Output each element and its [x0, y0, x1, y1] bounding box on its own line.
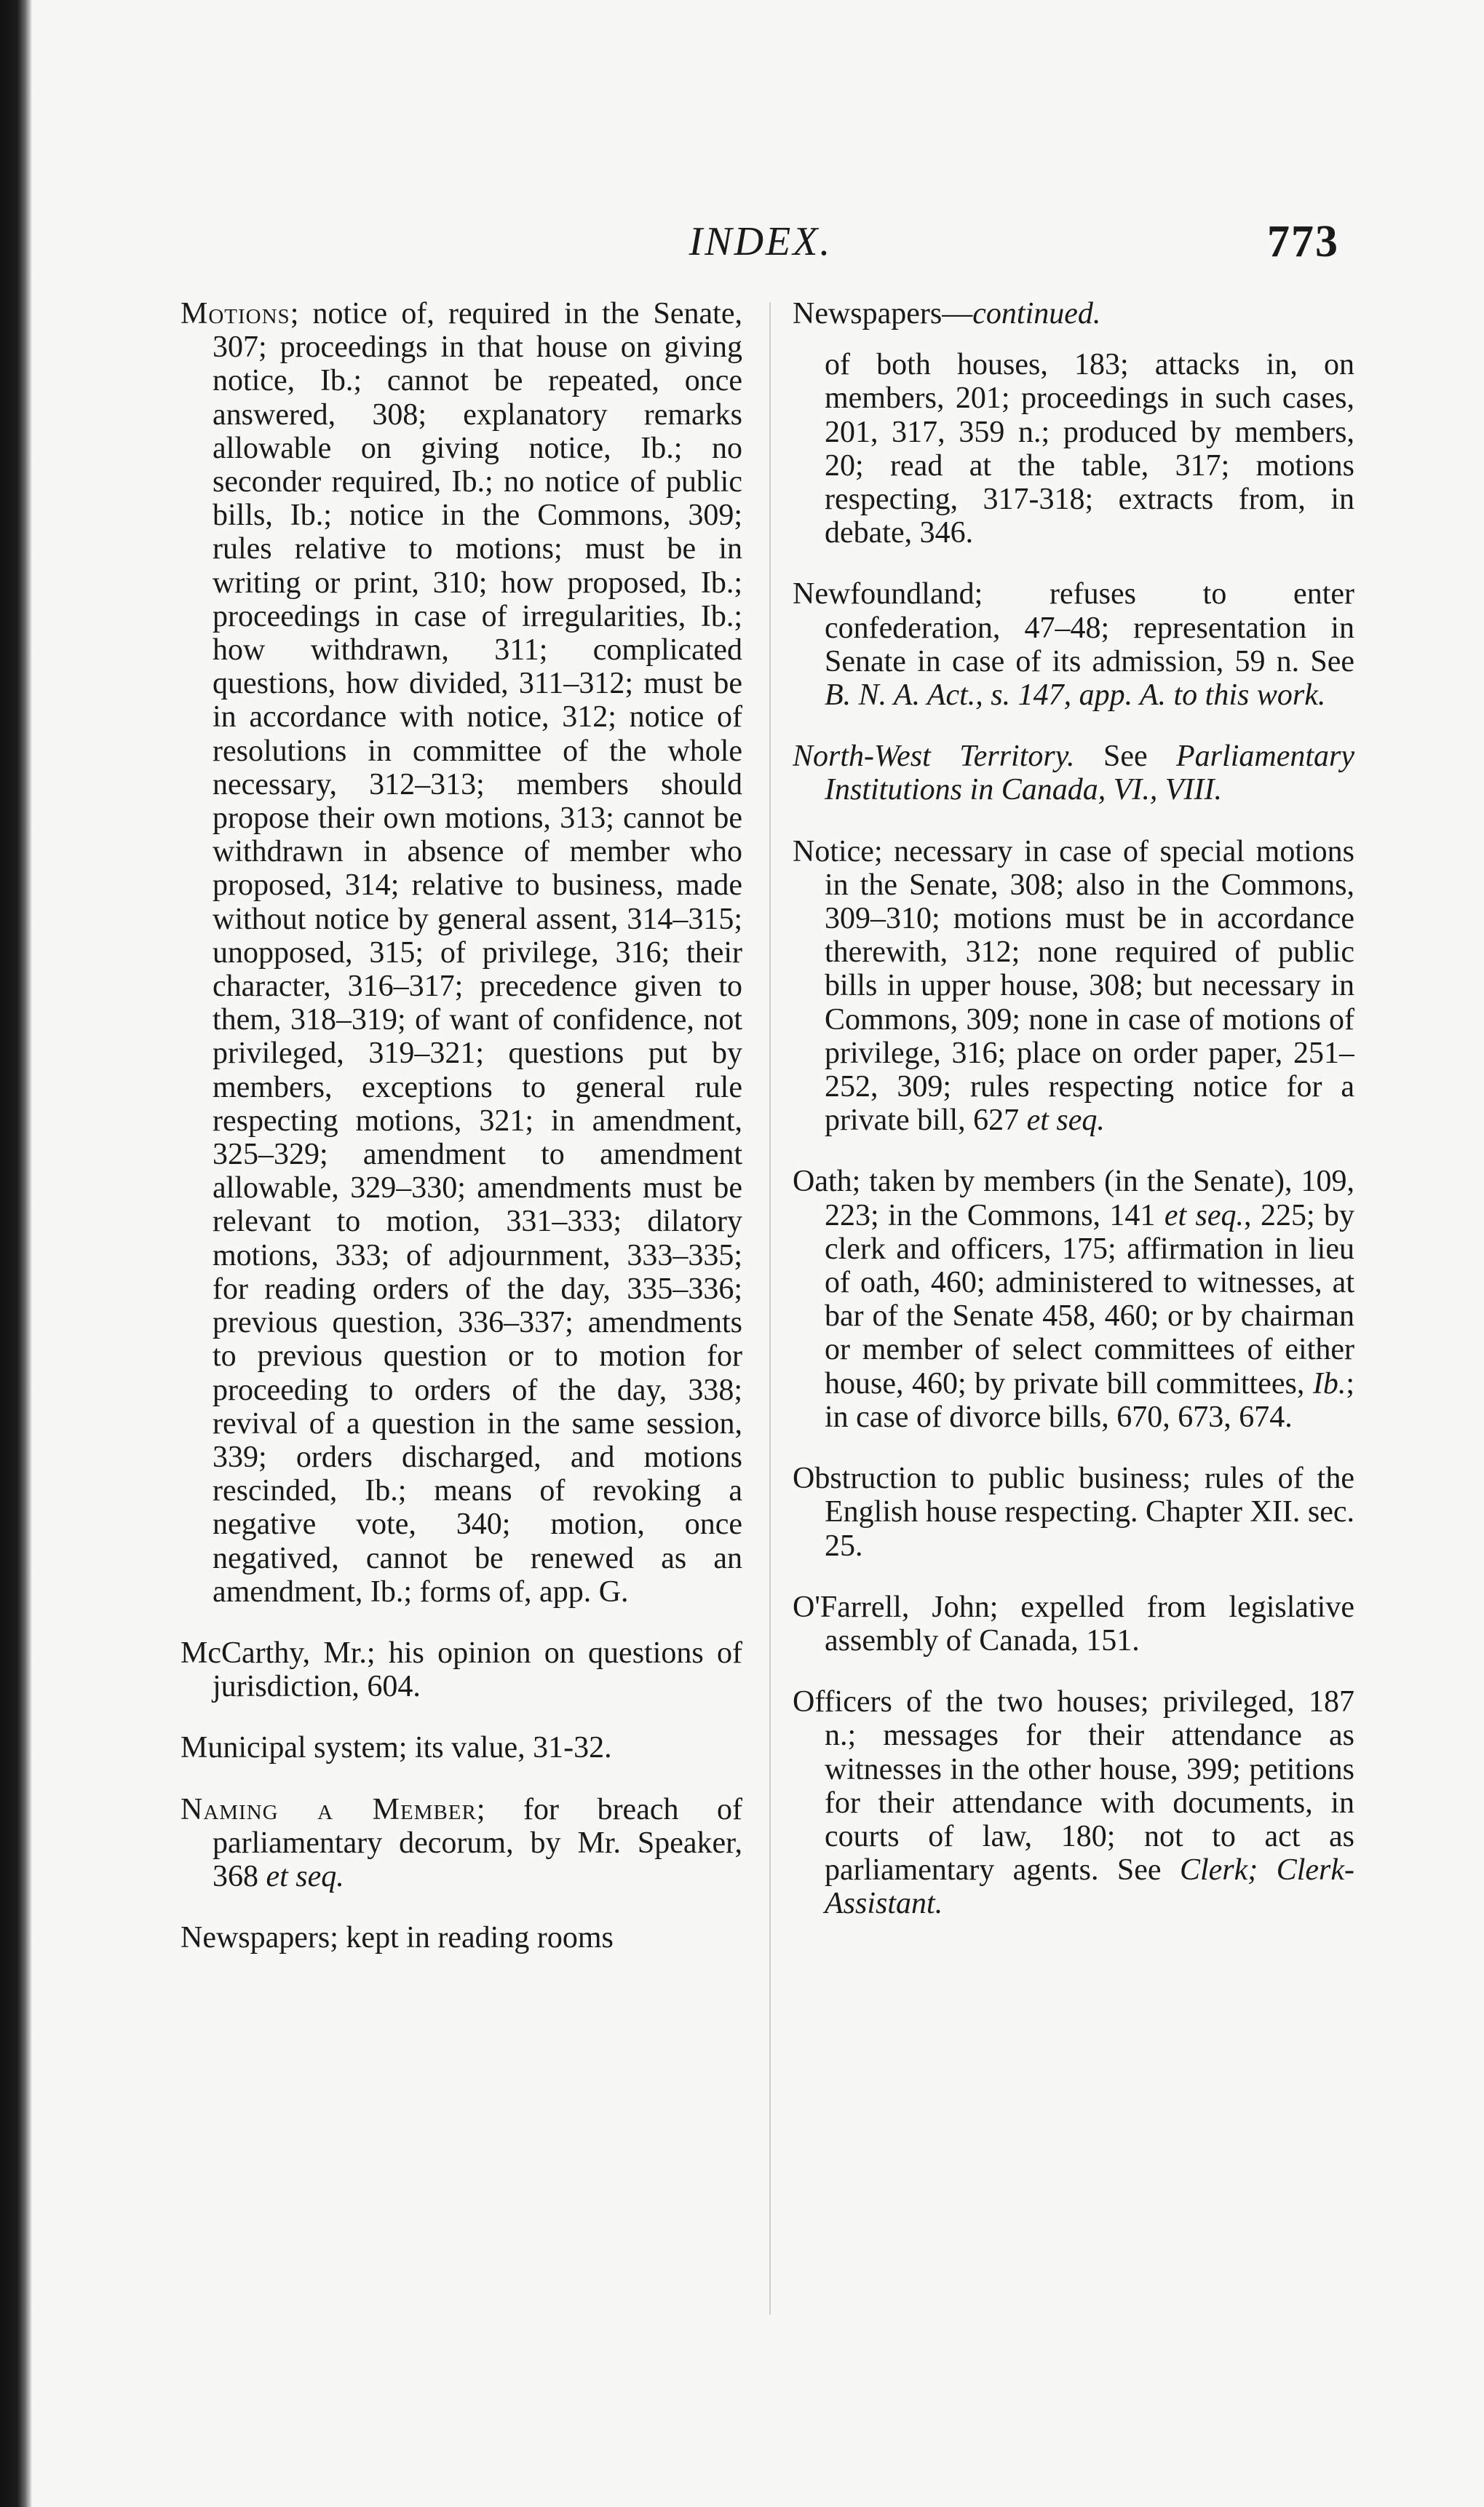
entry-text-oath-1: Oath; taken by members (in the Senate), 109, 223; in the Commons, 141	[793, 1165, 1354, 1232]
index-entry-oath	[793, 1165, 1354, 1434]
index-entry-motions	[180, 297, 742, 1609]
index-entry-mccarthy: McCarthy, Mr.; his opinion on questions of jurisdiction, 604.	[180, 1636, 742, 1704]
entry-ref-newfoundland: B. N. A. Act., s. 147, app. A. to this work.	[825, 678, 1326, 713]
right-column	[793, 297, 1354, 2328]
left-column	[180, 297, 742, 2328]
continued-marker: continued.	[972, 297, 1101, 330]
index-entry-officers	[793, 1685, 1354, 1920]
entry-text-officers: Officers of the two houses; privileged, 187 n.; messages for their attendance as witnesses in the other house, 399; petitions for their attendance with documents, in courts of law, 180; not to act as parliamentary agents. See	[793, 1685, 1354, 1888]
index-entry-ofarrell: O'Farrell, John; expelled from legislative assembly of Canada, 151.	[793, 1590, 1354, 1658]
binding-shadow	[0, 0, 32, 2507]
entry-heading-naming: Naming a Member	[180, 1792, 477, 1826]
entry-ref-northwest: Parliamentary Institutions in Canada, VI., VIII.	[825, 740, 1354, 807]
entry-etseq-notice: et seq.	[1026, 1104, 1105, 1138]
index-entry-notice	[793, 835, 1354, 1138]
index-entry-naming-a-member	[180, 1793, 742, 1894]
entry-text-oath-3: ; in case of divorce bills, 670, 673, 674.	[825, 1366, 1354, 1434]
entry-text-notice: Notice; necessary in case of special motions in the Senate, 308; also in the Commons, 309–310; motions must be in accordance therewith, 312; none required of public bills in upper house, 308; but necessary in Commons, 309; none in case of motions of privilege, 316; place on order paper, 251–252, 309; rules respecting notice for a private bill, 627	[793, 834, 1354, 1138]
index-entry-north-west-territory	[793, 740, 1354, 807]
entry-text-oath-2: , 225; by clerk and officers, 175; affirmation in lieu of oath, 460; administered to witnesses, at bar of the Senate 458, 460; or by chairman or member of select committees of either house, 460; by private bill committees,	[825, 1198, 1354, 1401]
entry-ib-oath: Ib.	[1312, 1366, 1346, 1401]
entry-etseq-oath: et seq.	[1164, 1198, 1245, 1232]
continued-heading-label: Newspapers—	[793, 297, 973, 330]
entry-heading-motions: Motions	[180, 297, 290, 330]
entry-text-naming: ; for breach of parliamentary decorum, by Mr. Speaker, 368	[213, 1792, 742, 1893]
column-divider	[769, 302, 771, 2315]
entry-text-newfoundland: Newfoundland; refuses to enter confederation, 47–48; representation in Senate in case of its admission, 59 n. See	[793, 577, 1354, 678]
index-entry-municipal: Municipal system; its value, 31-32.	[180, 1731, 612, 1765]
entry-etseq-naming: et seq.	[266, 1859, 344, 1893]
index-entry-obstruction: Obstruction to public business; rules of the English house respecting. Chapter XII. sec. 25.	[793, 1462, 1354, 1563]
running-title: INDEX.	[689, 219, 833, 264]
continued-heading	[793, 297, 1354, 330]
index-entry-newspapers: Newspapers; kept in reading rooms	[180, 1921, 614, 1955]
entry-see-northwest: See	[1074, 740, 1177, 774]
index-entry-newspapers-continued: of both houses, 183; attacks in, on members, 201; proceedings in such cases, 201, 317, 359 n.; produced by members, 20; read at the table, 317; motions respecting, 317-318; extracts from, in debate, 346.	[825, 348, 1354, 550]
page-number: 773	[1267, 217, 1339, 266]
running-header	[182, 213, 1339, 271]
index-entry-newfoundland	[793, 577, 1354, 712]
entry-heading-northwest: North-West Territory.	[793, 740, 1075, 774]
entry-text-motions: ; notice of, required in the Senate, 307; proceedings in that house on giving notice, Ib.; cannot be repeated, once answered, 308; explanatory remarks allowable on giving notice, Ib.; no seconder required, Ib.; no notice of public bills, Ib.; notice in the Commons, 309; rules relative to motions; must be in writing or print, 310; how proposed, Ib.; proceedings in case of irregularities, Ib.; how withdrawn, 311; complicated questions, how divided, 311–312; must be in accordance with notice, 312; notice of resolutions in committee of the whole necessary, 312–313; members should propose their own motions, 313; cannot be withdrawn in absence of member who proposed, 314; relative to business, made without notice by general assent, 314–315; unopposed, 315; of privilege, 316; their character, 316–317; precedence given to them, 318–319; of want of confidence, not privileged, 319–321; questions put by members, exceptions to general rule respecting motions, 321; in amendment, 325–329; amendment to amendment allowable, 329–330; amendments must be relevant to motion, 331–333; dilatory motions, 333; of adjournment, 333–335; for reading orders of the day, 335–336; previous question, 336–337; amendments to previous question or to motion for proceeding to orders of the day, 338; revival of a question in the same session, 339; orders discharged, and motions rescinded, Ib.; means of revoking a negative vote, 340; motion, once negatived, cannot be renewed as an amendment, Ib.; forms of, app. G.	[213, 297, 742, 1609]
entry-ref-officers: Clerk; Clerk-Assistant.	[825, 1853, 1354, 1921]
